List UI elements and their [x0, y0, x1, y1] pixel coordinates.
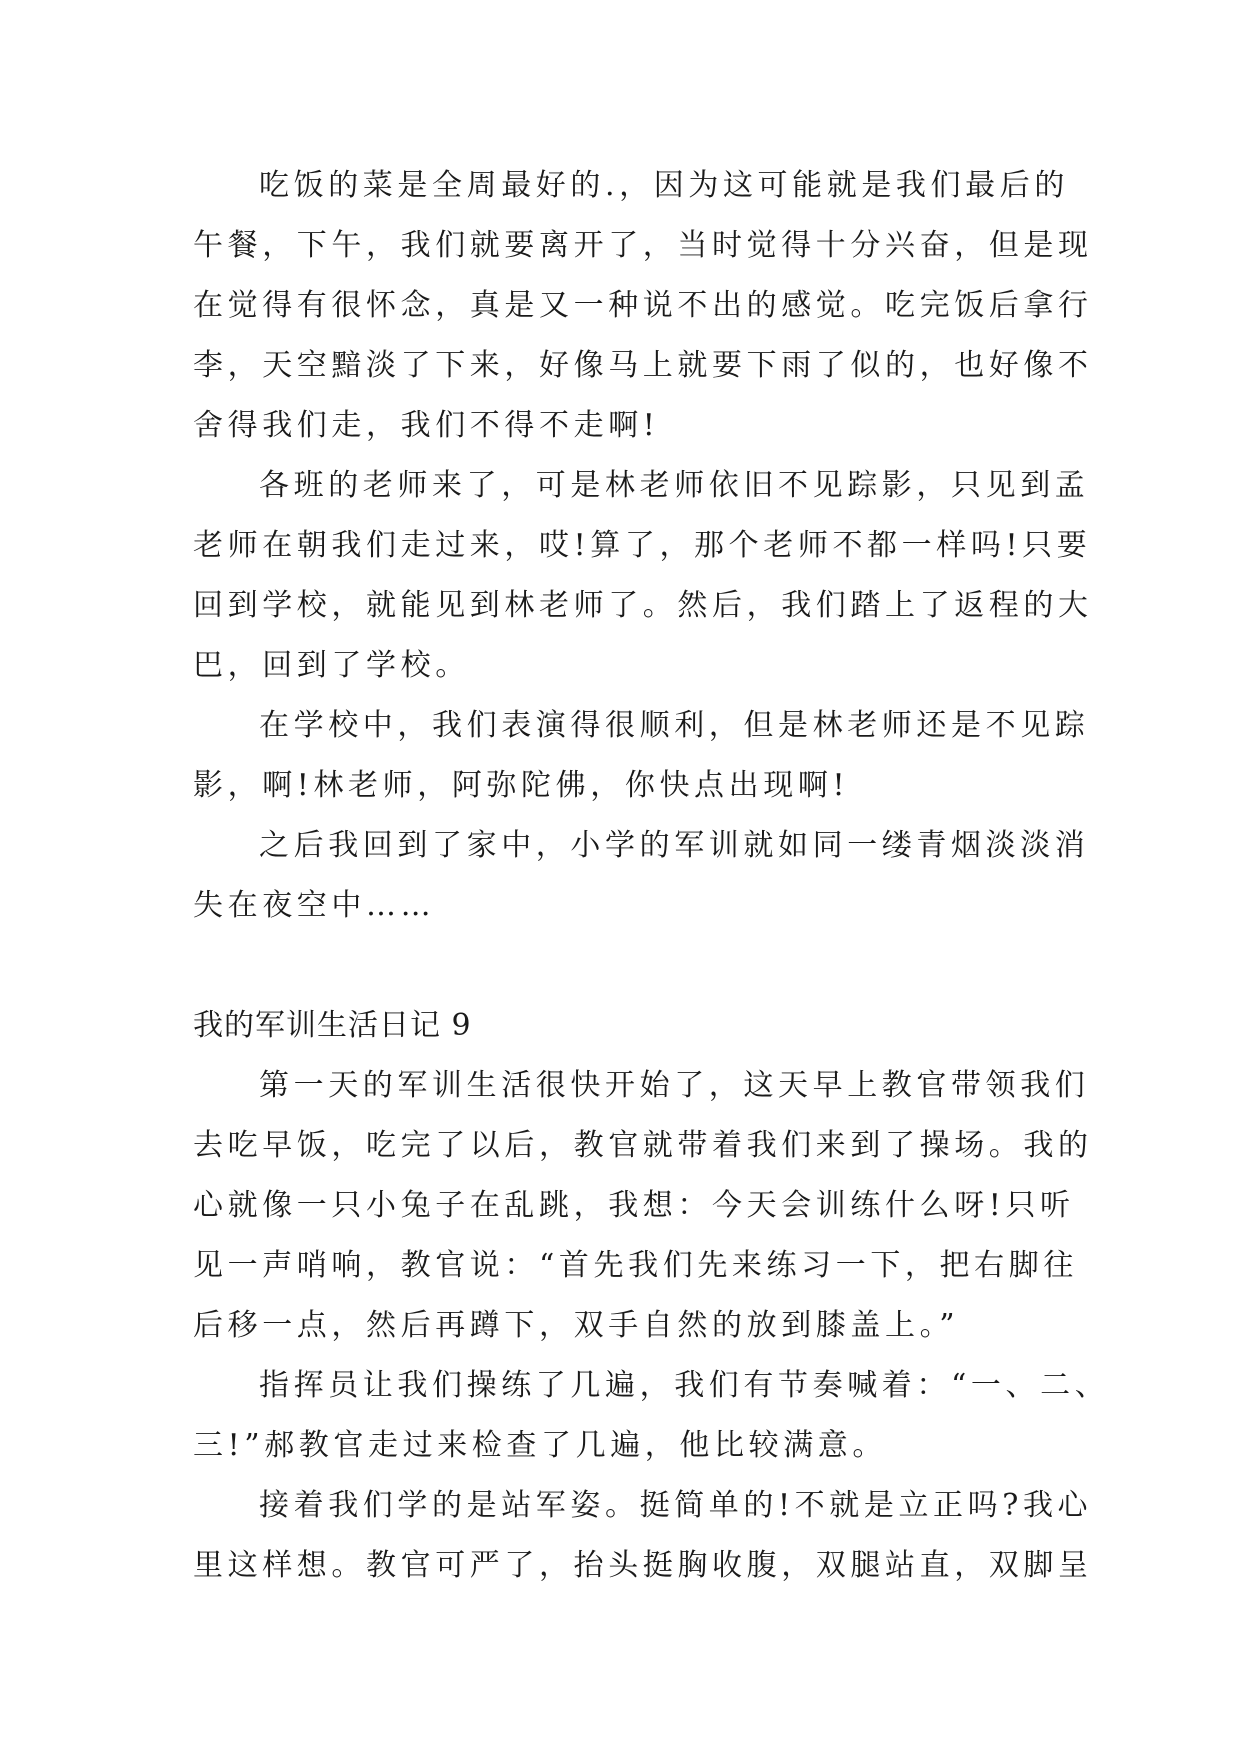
section-heading: [193, 996, 1053, 1056]
text-line: 第一天的军训生活很快开始了，这天早上教官带领我们: [259, 1068, 1090, 1103]
paragraph: [193, 1056, 1093, 1356]
text-line: 里这样想。教官可严了，抬头挺胸收腹，双腿站直，双脚呈: [193, 1548, 1093, 1583]
text-line: 回到学校，就能见到林老师了。然后，我们踏上了返程的大: [193, 588, 1093, 623]
paragraph: [193, 1356, 1110, 1476]
text-line: 接着我们学的是站军姿。挺简单的!不就是立正吗?我心: [259, 1488, 1093, 1523]
text-line: 巴，回到了学校。: [193, 648, 470, 683]
text-line: 在觉得有很怀念，真是又一种说不出的感觉。吃完饭后拿行: [193, 288, 1093, 323]
paragraph: [193, 456, 1093, 696]
text-line: 心就像一只小兔子在乱跳，我想：今天会训练什么呀!只听: [193, 1188, 1075, 1223]
text-line: 各班的老师来了，可是林老师依旧不见踪影，只见到孟: [259, 468, 1090, 503]
text-line: 指挥员让我们操练了几遍，我们有节奏喊着：“一、二、: [259, 1368, 1110, 1403]
paragraph: [193, 696, 1090, 816]
text-line: 去吃早饭，吃完了以后，教官就带着我们来到了操场。我的: [193, 1128, 1093, 1163]
text-line: 午餐，下午，我们就要离开了，当时觉得十分兴奋，但是现: [193, 228, 1093, 263]
text-line: 影，啊!林老师，阿弥陀佛，你快点出现啊!: [193, 768, 850, 803]
text-line: 之后我回到了家中，小学的军训就如同一缕青烟淡淡消: [259, 828, 1090, 863]
paragraph: [193, 1476, 1093, 1596]
heading-text: 我的军训生活日记 9: [193, 1008, 472, 1043]
paragraph: [193, 156, 1093, 456]
text-line: 老师在朝我们走过来，哎!算了，那个老师不都一样吗!只要: [193, 528, 1092, 563]
text-line: 吃饭的菜是全周最好的.，因为这可能就是我们最后的: [259, 168, 1069, 203]
text-line: 失在夜空中……: [193, 888, 436, 923]
text-line: 见一声哨响，教官说：“首先我们先来练习一下，把右脚往: [193, 1248, 1078, 1283]
text-line: 在学校中，我们表演得很顺利，但是林老师还是不见踪: [259, 708, 1090, 743]
text-line: 后移一点，然后再蹲下，双手自然的放到膝盖上。”: [193, 1308, 960, 1343]
paragraph: [193, 816, 1090, 936]
text-line: 舍得我们走，我们不得不走啊!: [193, 408, 660, 443]
document-body: [193, 156, 1110, 1596]
text-line: 三!”郝教官走过来检查了几遍，他比较满意。: [193, 1428, 887, 1463]
text-line: 李，天空黯淡了下来，好像马上就要下雨了似的，也好像不: [193, 348, 1093, 383]
